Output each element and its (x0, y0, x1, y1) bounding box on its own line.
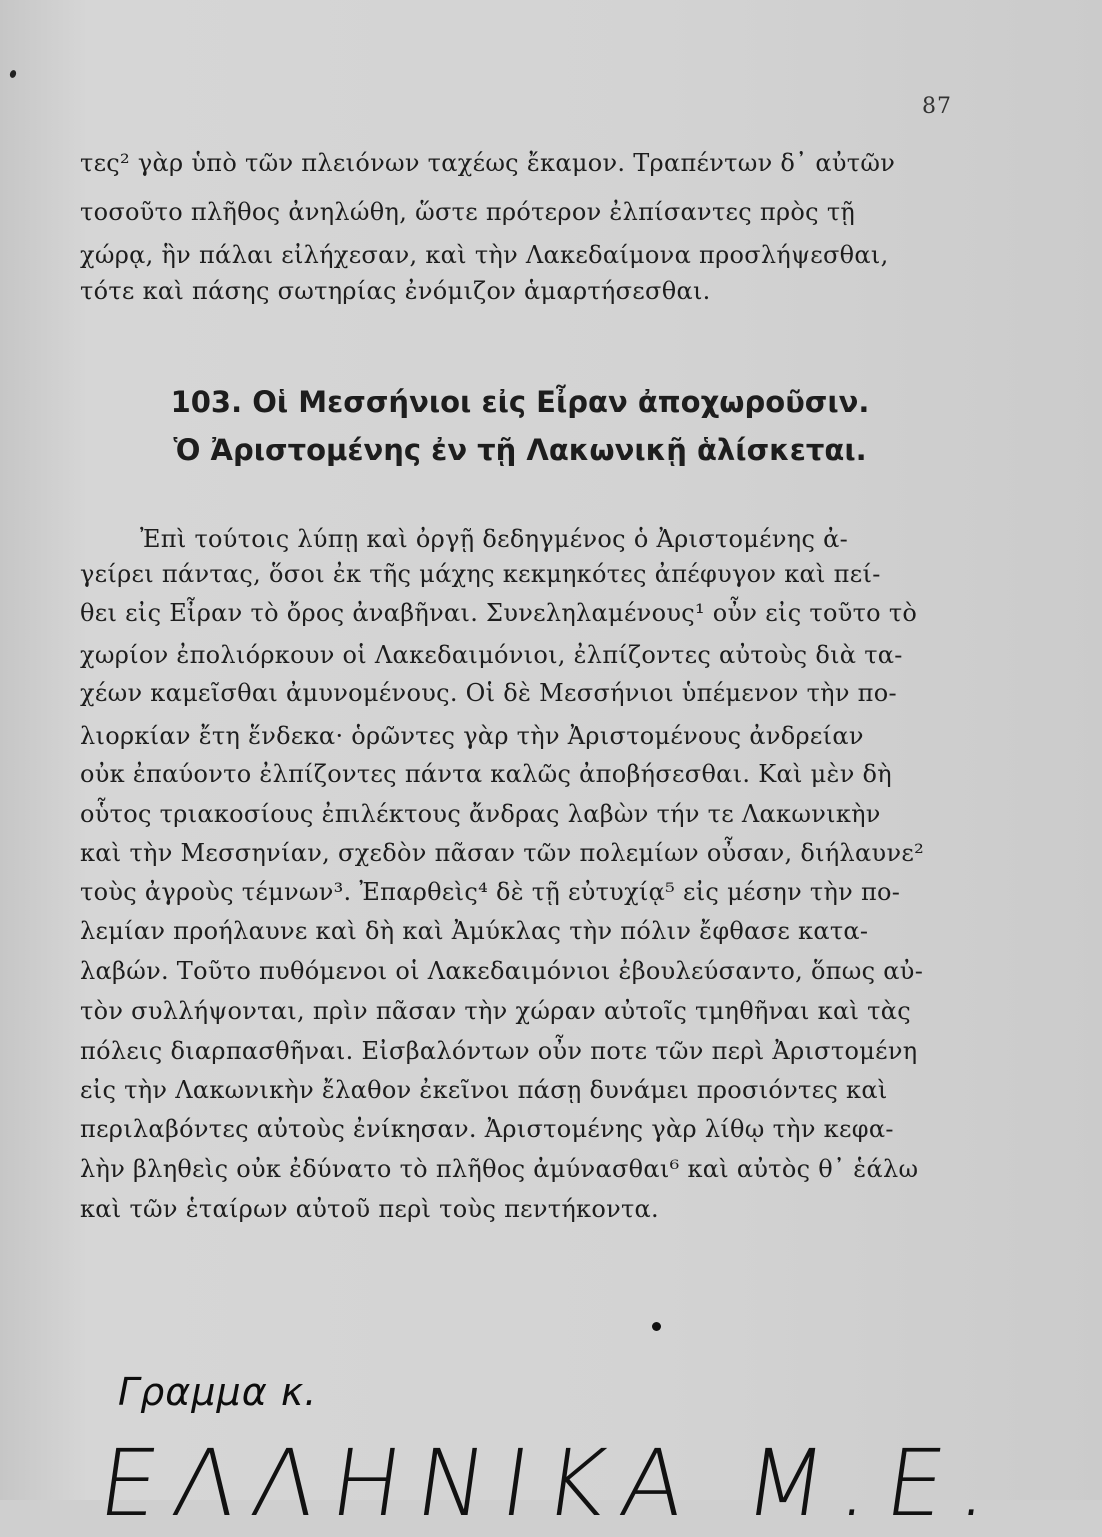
section-heading-line-1: 103. Οἱ Μεσσήνιοι εἰς Εἶραν ἀποχωροῦσιν. (170, 385, 870, 419)
text-line: χέων καμεῖσθαι ἀμυνομένους. Οἱ δὲ Μεσσήνιοι ὑπέμενον τὴν πο- (80, 679, 897, 707)
text-line: τες² γὰρ ὑπὸ τῶν πλειόνων ταχέως ἔκαμον. Τραπέντων δ᾽ αὐτῶν (80, 149, 896, 177)
handwritten-note: Γραμμα κ. (118, 1370, 318, 1414)
text-line: πόλεις διαρπασθῆναι. Εἰσβαλόντων οὖν ποτε τῶν περὶ Ἀριστομένη (80, 1037, 918, 1065)
text-line: τοσοῦτο πλῆθος ἀνηλώθη, ὥστε πρότερον ἐλπίσαντες πρὸς τῇ (80, 198, 856, 226)
text-line: λεμίαν προήλαυνε καὶ δὴ καὶ Ἀμύκλας τὴν πόλιν ἔφθασε κατα- (80, 917, 869, 945)
text-line: τοὺς ἀγροὺς τέμνων³. Ἐπαρθεὶς⁴ δὲ τῇ εὐτυχίᾳ⁵ εἰς μέσην τὴν πο- (80, 878, 901, 906)
handwritten-signature: ΕΛΛΗΝΙΚΑ Μ.Ε. (92, 1430, 1014, 1537)
text-line: Ἐπὶ τούτοις λύπῃ καὶ ὀργῇ δεδηγμένος ὁ Ἀριστομένης ἀ- (140, 525, 849, 553)
text-line: λὴν βληθεὶς οὐκ ἐδύνατο τὸ πλῆθος ἀμύνασθαι⁶ καὶ αὐτὸς θ᾽ ἑάλω (80, 1155, 919, 1183)
text-line: καὶ τῶν ἑταίρων αὐτοῦ περὶ τοὺς πεντήκοντα. (80, 1195, 659, 1223)
text-line: τὸν συλλήψονται, πρὶν πᾶσαν τὴν χώραν αὐτοῖς τμηθῆναι καὶ τὰς (80, 997, 911, 1025)
text-line: οὗτος τριακοσίους ἐπιλέκτους ἄνδρας λαβὼν τήν τε Λακωνικὴν (80, 800, 881, 828)
section-heading-line-2: Ὁ Ἀριστομένης ἐν τῇ Λακωνικῇ ἁλίσκεται. (173, 433, 867, 467)
text-line: περιλαβόντες αὐτοὺς ἐνίκησαν. Ἀριστομένης γὰρ λίθῳ τὴν κεφα- (80, 1115, 894, 1143)
text-line: χώρᾳ, ἣν πάλαι εἰλήχεσαν, καὶ τὴν Λακεδαίμονα προσλήψεσθαι, (80, 241, 889, 269)
text-line: χωρίον ἐπολιόρκουν οἱ Λακεδαιμόνιοι, ἐλπίζοντες αὐτοὺς διὰ τα- (80, 641, 903, 669)
text-line: θει εἰς Εἶραν τὸ ὄρος ἀναβῆναι. Συνεληλαμένους¹ οὖν εἰς τοῦτο τὸ (80, 599, 918, 627)
text-line: γείρει πάντας, ὅσοι ἐκ τῆς μάχης κεκμηκότες ἀπέφυγον καὶ πεί- (80, 560, 881, 588)
page-number: 87 (922, 94, 952, 119)
text-line: καὶ τὴν Μεσσηνίαν, σχεδὸν πᾶσαν τῶν πολεμίων οὖσαν, διήλαυνε² (80, 839, 924, 867)
ink-dot (652, 1322, 661, 1331)
text-line: λιορκίαν ἔτη ἕνδεκα· ὁρῶντες γὰρ τὴν Ἀριστομένους ἀνδρείαν (80, 722, 864, 750)
text-line: οὐκ ἐπαύοντο ἐλπίζοντες πάντα καλῶς ἀποβήσεσθαι. Καὶ μὲν δὴ (80, 760, 892, 788)
text-line: εἰς τὴν Λακωνικὴν ἔλαθον ἐκεῖνοι πάσῃ δυνάμει προσιόντες καὶ (80, 1076, 888, 1104)
text-line: τότε καὶ πάσης σωτηρίας ἐνόμιζον ἁμαρτήσεσθαι. (80, 277, 711, 305)
text-line: λαβών. Τοῦτο πυθόμενοι οἱ Λακεδαιμόνιοι ἐβουλεύσαντο, ὅπως αὐ- (80, 957, 924, 985)
